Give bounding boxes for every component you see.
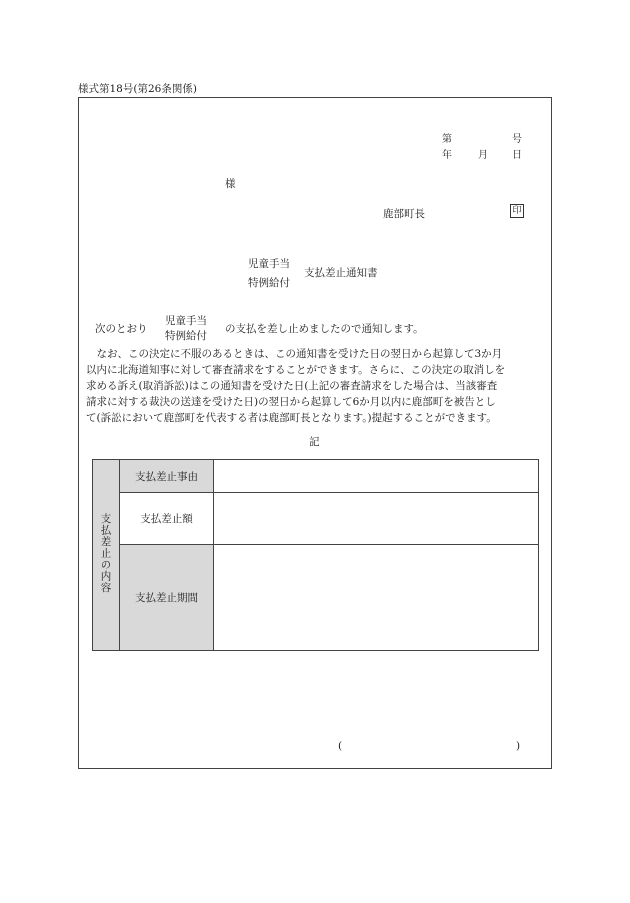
title-option-special-benefit: 特例給付 [248,277,290,289]
details-table [92,459,539,651]
table-row [93,460,539,493]
body-tail: の支払を差し止めましたので通知します。 [225,323,424,335]
row-label-period: 支払差止期間 [120,545,214,651]
form-number: 様式第18号(第26条関係) [78,83,197,95]
row-label-reason: 支払差止事由 [120,460,214,493]
table-row [93,493,539,545]
appeal-notice [86,346,542,426]
date-year: 年 [442,150,452,161]
appeal-notice-line: 請求に対する裁決の送達を受けた日)の翌日から起算して6か月以内に鹿部町を被告とし [86,396,496,408]
group-label: 支払差止の内容 [99,513,112,594]
notice-frame [78,97,552,769]
seal-mark: 印 [510,204,524,218]
addressee-suffix: 様 [225,178,236,190]
footer-paren-close: ) [516,740,521,752]
title-option-child-allowance: 児童手当 [248,258,290,270]
ki-heading: 記 [309,436,320,448]
issuer-title: 鹿部町長 [383,208,425,220]
doc-number-prefix: 第 [442,134,452,145]
row-value-period [214,545,539,651]
row-label-amount: 支払差止額 [120,493,214,545]
appeal-notice-line: て(訴訟において鹿部町を代表する者は鹿部町長となります。)提起することができます。 [86,412,497,424]
document-title: 支払差止通知書 [304,267,378,279]
row-value-reason [214,460,539,493]
appeal-notice-line: 求める訴え(取消訴訟)はこの通知書を受けた日(上記の審査請求をした場合は、当該審査 [86,380,498,392]
doc-number-suffix: 号 [512,134,522,145]
date-month: 月 [478,150,488,161]
footer-paren-open: ( [338,740,343,752]
table-row [93,545,539,651]
appeal-notice-line: なお、この決定に不服のあるときは、この通知書を受けた日の翌日から起算して3か月 [86,348,503,360]
body-lead: 次のとおり [95,323,148,335]
date-day: 日 [512,150,522,161]
appeal-notice-line: 以内に北海道知事に対して審査請求をすることができます。さらに、この決定の取消しを [86,364,506,376]
body-option-child-allowance: 児童手当 [165,315,207,327]
row-value-amount [214,493,539,545]
group-label-cell [93,460,120,651]
body-option-special-benefit: 特例給付 [165,330,207,342]
